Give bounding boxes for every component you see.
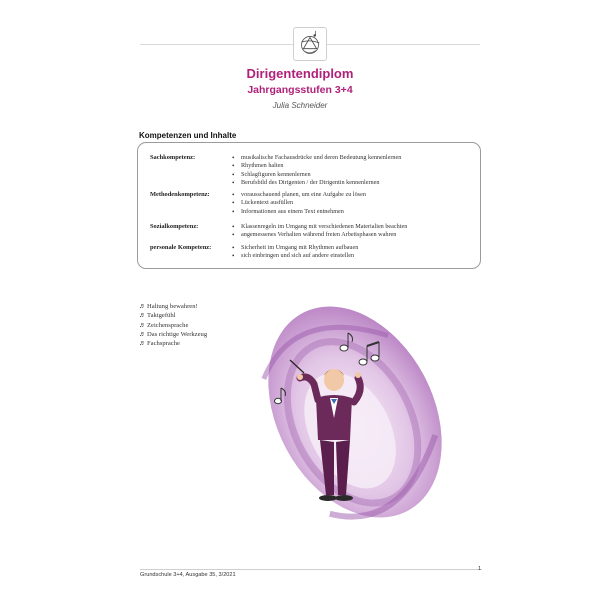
competences-box xyxy=(137,142,481,269)
competence-item: • angemessenes Verhalten während freien Arbeitsphasen wahren xyxy=(232,231,397,240)
list-item: ♬Das richtige Werkzeug xyxy=(139,329,208,338)
music-note-icon: ♬ xyxy=(139,311,146,320)
conductor-logo-icon xyxy=(293,27,327,61)
music-note-icon: ♬ xyxy=(139,329,146,338)
competence-item: • Rhythmen halten xyxy=(232,162,284,171)
competence-item: • Informationen aus einem Text entnehmen xyxy=(232,207,344,216)
list-item: ♬Haltung bewahren! xyxy=(139,302,198,310)
bottom-divider xyxy=(140,569,482,570)
list-item: ♬Zeichensprache xyxy=(139,320,189,329)
competence-label: Methodenkompetenz: xyxy=(150,191,210,198)
list-item: ♬Taktgefühl xyxy=(139,311,176,320)
competence-label: Sozialkompetenz: xyxy=(150,223,199,230)
competence-item: • Berufsbild des Dirigenten / der Dirigentin kennenlernen xyxy=(232,179,380,188)
author-name: Julia Schneider xyxy=(272,101,328,110)
footer-source: Grundschule 3+4, Ausgabe 35, 3/2021 xyxy=(140,572,236,578)
competence-label: personale Kompetenz: xyxy=(150,244,212,251)
competences-heading: Kompetenzen und Inhalte xyxy=(139,131,237,140)
competence-label: Sachkompetenz: xyxy=(150,154,196,161)
competence-item: • musikalische Fachausdrücke und deren Bedeutung kennenlernen xyxy=(232,154,402,162)
page-number: 1 xyxy=(478,566,482,572)
topic-list xyxy=(139,302,207,348)
page-subtitle: Jahrgangsstufen 3+4 xyxy=(247,84,353,96)
competence-item: • Klassenregeln im Umgang mit verschiedenen Materialien beachten xyxy=(232,223,408,231)
page-title: Dirigentendiplom xyxy=(246,66,354,81)
competence-item: • Schlagfiguren kennenlernen xyxy=(232,170,311,179)
music-note-icon: ♬ xyxy=(139,302,146,310)
competence-item: • Sicherheit im Umgang mit Rhythmen aufbauen xyxy=(232,244,359,252)
music-note-icon: ♬ xyxy=(139,320,146,329)
competence-items xyxy=(232,154,472,188)
competence-items xyxy=(232,223,472,240)
conductor-illustration xyxy=(230,300,470,525)
competence-item: • sich einbringen und sich auf andere einstellen xyxy=(232,252,355,261)
list-item: ♬Fachsprache xyxy=(139,339,180,348)
competence-items xyxy=(232,191,472,216)
music-note-icon: ♬ xyxy=(139,339,146,348)
competence-item: • Lückentext ausfüllen xyxy=(232,199,294,208)
competence-item: • vorausschauend planen, um eine Aufgabe zu lösen xyxy=(232,191,366,199)
competence-items xyxy=(232,244,472,261)
